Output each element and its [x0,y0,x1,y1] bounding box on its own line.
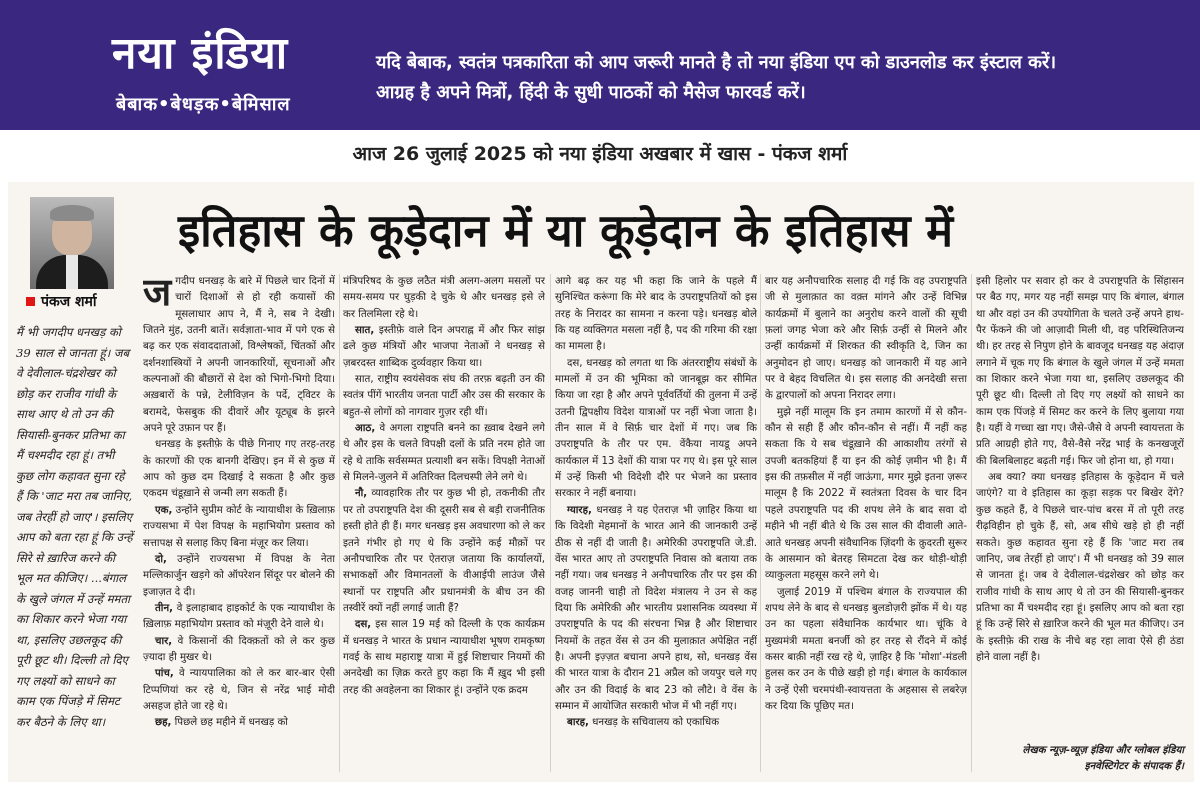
paragraph: जुलाई 2019 में पश्चिम बंगाल के राज्यपाल की शपथ लेने के बाद से धनखड़ बुलडोज़री झोंक में थे। यह उन का पहला संवैधानिक कार्यभार था। चूंकि वे मुख्यमंत्री ममता बनर्जी को हर तरह से रौंदने में कोई कसर बाक़ी नहीं रख रहे थे, ज़ाहिर है कि 'मोशा'-मंडली हुलस कर उन के पीछे खड़ी हो गई। बंगाल के कार्यकाल ने उन्हें ऐसी चरमपंथी-स्वायत्तता के अहसास से लबरेज़ कर दिया कि पूछिए मत। [765,586,967,712]
paragraph: तीन, वे इलाहाबाद हाइकोर्ट के एक न्यायाधीश के ख़िलाफ़ महाभियोग प्रस्ताव को मंज़ूरी देने वाले थे। [143,602,335,631]
author-photo [30,197,114,289]
app-promo-message: यदि बेबाक, स्वतंत्र पत्रकारिता को आप जरूरी मानते है तो नया इंडिया एप को डाउनलोड कर इंस्टाल करें। आग्रह है अपने मित्रों, हिंदी के सुधी पाठकों को मैसेज फारवर्ड करें। [376,52,1057,103]
edition-subhead: आज 26 जुलाई 2025 को नया इंडिया अखबार में खास - पंकज शर्मा [0,134,1200,182]
author-credit-footer: लेखक न्यूज़-व्यूज़ इंडिया और ग्लोबल इंडिया इनवेस्टिगेटर के संपादक हैं। [1022,744,1184,772]
paragraph: इसी हिलोर पर सवार हो कर वे उपराष्ट्रपति के सिंहासन पर बैठ गए, मगर यह नहीं समझ पाए कि बंगाल, बंगाल था और वहां उन की उपयोगिता के चलते उन्हें अपने हाथ-पैर फेंकने की जो आज़ादी मिली थी, वह परिस्थितिजन्य थी। हर तरह से निपुण होने के बावजूद धनखड़ यह अंदाज़ लगाने में चूक गए कि बंगाल के खुले जंगल में उन्हें ममता का शिकार करने भेजा गया था, इसलिए उछलकूद की पूरी छूट थी। दिल्ली तो दिए गए लक्ष्यों को साधने का काम एक पिंजड़े में सिमट कर करने के लिए बुलाया गया है। यहीं वे गच्चा खा गए। जैसे-जैसे वे अपनी स्वायत्तता के प्रति आग्रही होते गए, वैसे-वैसे नरेंद्र भाई के कनखजूरों की बिलबिलाहट बढ़ती गई। फिर जो होना था, हो गया। [976,276,1184,467]
drop-cap: ज [143,274,172,314]
paragraph: दस, धनखड़ को लगता था कि अंतरराष्ट्रीय संबंधों के मामलों में उन की भूमिका को जानबूझ कर सीमित किया जा रहा है और अपने पूर्ववर्तियों की तुलना में उन्हें उतनी द्विपक्षीय विदेश यात्राओं पर नहीं भेजा जाता है। तीन साल में वे सिर्फ़ चार देशों में गए। जब कि उपराष्ट्रपति के तौर पर एम. वेंकैया नायडू अपने कार्यकाल में 13 देशों की यात्रा पर गए थे। इस पूरे साल में उन्हें किसी भी विदेशी दौरे पर भेजने का प्रस्ताव सरकार ने नहीं बनाया। [555,357,757,500]
paragraph: आठ, वे अगला राष्ट्रपति बनने का ख़्वाब देखने लगे थे और इस के चलते विपक्षी दलों के प्रति नरम होते जा रहे थे ताकि सर्वसम्मत प्रत्याशी बन सकें। विपक्षी नेताओं से मिलने-जुलने में अतिरिक्त दिलचस्पी लेने लगे थे। [343,423,545,484]
paragraph: छह, पिछले छह महीने में धनखड़ को [155,717,288,729]
column-divider [971,274,972,772]
red-square-icon [26,297,35,306]
paragraph: ग्यारह, धनखड़ ने यह ऐतराज़ भी ज़ाहिर किया था कि विदेशी मेहमानों के भारत आने की जानकारी उन्हें ठीक से नहीं दी जाती है। अमेरिकी उपराष्ट्रपति जे.डी. वेंस भारत आए तो उपराष्ट्रपति निवास को बताया तक नहीं गया। जब धनखड़ ने अनौपचारिक तौर पर इस की वजह जाननी चाही तो विदेश मंत्रालय ने उन से कह दिया कि अमेरिकी और भारतीय प्रशासनिक व्यवस्था में उपराष्ट्रपति के पद की संरचना भिन्न है और शिष्टाचार नियमों के तहत वेंस से उन की मुलाक़ात अपेक्षित नहीं है। अपनी इज़्ज़त बचाना अपने हाथ, सो, धनखड़ वेंस की भारत यात्रा के दौरान 21 अप्रैल को जयपुर चले गए और उन की विदाई के बाद 23 को लौटे। वे वेंस के सम्मान में आयोजित सरकारी भोज में भी नहीं गए। [555,504,757,712]
paragraph: पांच, वे न्यायपालिका को ले कर बार-बार ऐसी टिप्पणियां कर रहे थे, जिन से नरेंद्र भाई मोदी असहज होते जा रहे थे। [143,668,335,712]
article-headline: इतिहास के कूड़ेदान में या कूड़ेदान के इतिहास में [178,204,954,257]
paragraph: सात, राष्ट्रीय स्वयंसेवक संघ की तरफ़ बढ़ती उन की स्वतंत्र पींगें भारतीय जनता पार्टी और उस की सरकार के बहुत-से लोगों को नागवार गुज़र रही थीं। [343,374,545,418]
paragraph: मंत्रिपरिषद के कुछ लठैत मंत्री अलग-अलग मसलों पर समय-समय पर घुड़की दे चुके थे और धनखड़ इसे ले कर तिलमिला रहे थे। [343,276,545,320]
paragraph: मुझे नहीं मालूम कि इन तमाम कारणों में से कौन-कौन से सही हैं और कौन-कौन से नहीं। मैं नहीं कह सकता कि ये सब चंडूख़ाने की आकाशीय तरंगों से उपजी बतकहियां हैं या इन की कोई ज़मीन भी है। मैं इस की तफ़सील में नहीं जाऊंगा, मगर मुझे इतना ज़रूर मालूम है कि 2022 में स्वतंत्रता दिवस के चार दिन पहले उपराष्ट्रपति पद की शपथ लेने के बाद सवा दो महीने भी नहीं बीते थे कि उस साल की दीवाली आते-आते धनखड़ अपनी संवैधानिक ज़िंदगी के क़ुदरती सुरूर के आसमान को बेतरह सिमटता देख कर थोड़ी-थोड़ी व्याकुलता महसूस करने लगे थे। [765,406,967,582]
paragraph: चार, वे किसानों की दिक्क़तों को ले कर कुछ ज़्यादा ही मुखर थे। [143,635,335,663]
article-column-3 [555,274,757,774]
author-name: पंकज शर्मा [41,294,97,310]
paragraph: बार यह अनौपचारिक सलाह दी गई कि वह उपराष्ट्रपति जी से मुलाक़ात का वक़्त मांगने और उन्हें विभिन्न कार्यक्रमों में बुलाने का अनुरोध करने वालों की सूची फ़लां जगह भेजा करे और सिर्फ़ उन्हीं से मिलने और उन्हीं कार्यक्रमों में शिरकत की स्वीकृति दे, जिन का अनुमोदन हो जाए। धनखड़ को जानकारी में यह आने पर वे बेहद विचलित थे। इस सलाह की अनदेखी सत्ता के द्वारपालों को अपना निरादर लगा। [765,276,967,402]
column-divider [760,274,761,772]
paragraph: बारह, धनखड़ के सचिवालय को एकाधिक [567,717,720,729]
top-banner [0,0,1200,130]
paragraph: आगे बढ़ कर यह भी कहा कि जाने के पहले मैं सुनिश्चित करूंगा कि मेरे बाद के उपराष्ट्रपतियों को इस तरह के निरादर का सामना न करना पड़े। धनखड़ बोले कि यह व्यक्तिगत मसला नहीं है, पद की गरिमा की रक्षा का मामला है। [555,276,757,353]
paragraph: दस, इस साल 19 मई को दिल्ली के एक कार्यक्रम में धनखड़ ने भारत के प्रधान न्यायाधीश भूषण रामकृष्ण गवई के साथ महाराष्ट्र यात्रा में हुई शिष्टाचार नियमों की अनदेखी का ज़िक्र करते हुए कहा कि मैं ख़ुद भी इसी तरह की अवहेलना का शिकार हूं। उन्होंने एक क्रदम [343,619,545,696]
brand-logo[interactable] [112,28,362,120]
paragraph: नौ, व्यावहारिक तौर पर कुछ भी हो, तकनीकी तौर पर तो उपराष्ट्रपति देश की दूसरी सब से बड़ी राजनीतिक हस्ती होते ही हैं। मगर धनखड़ इस अवधारणा को ले कर इतने गंभीर हो गए थे कि उन्होंने कई मौक़ों पर अनौपचारिक तौर पर ऐतराज़ जताया कि कार्यालयों, सभाकक्षों और विमानतलों के वीआईपी लाउंज जैसे स्थानों पर राष्ट्रपति और प्रधानमंत्री के बीच उन की तस्वीरें क्यों नहीं लगाई जाती हैं? [343,488,545,614]
article-column-2 [343,274,545,774]
pull-quote-sidebar: मैं भी जगदीप धनखड़ को 39 साल से जानता हूं। जब वे देवीलाल-चंद्रशेखर को छोड़ कर राजीव गांधी के साथ आए थे तो उन की सियासी-बुनकर प्रतिभा का मैं चश्मदीद रहा हूं। तभी कुछ लोग कहावत सुना रहे हैं कि 'जाट मरा तब जानिए, जब तेरहीं हो जाए'। इसलिए आप को बता रहा हूं कि उन्हें सिरे से ख़ारिज करने की भूल मत कीजिए। ...बंगाल के खुले जंगल में उन्हें ममता का शिकार करने भेजा गया था, इसलिए उछलकूद की पूरी छूट थी। दिल्ली तो दिए गए लक्ष्यों को साधने का काम एक पिंजड़े में सिमट कर बैठने के लिए था। [16,325,133,729]
article-column-4 [765,274,967,774]
paragraph: अब क्या? क्या धनखड़ इतिहास के कूड़ेदान में चले जाएंगे? या वे इतिहास का कूड़ा सड़क पर बिखेर देंगे? कुछ कहते हैं, वे पिछले चार-पांच बरस में तो पूरी तरह रीढ़विहीन हो चुके हैं, सो, अब सीधे खड़े हो ही नहीं सकते। कुछ कहावत सुना रहे हैं कि 'जाट मरा तब जानिए, जब तेरहीं हो जाए'। मैं भी धनखड़ को 39 साल से जानता हूं। जब वे देवीलाल-चंद्रशेखर को छोड़ कर राजीव गांधी के साथ आए थे तो उन की सियासी-बुनकर प्रतिभा का मैं चश्मदीद रहा हूं। इसलिए आप को बता रहा हूं कि उन्हें सिरे से ख़ारिज करने की भूल मत कीजिए। उन के इस्तीफ़े की राख के नीचे बह रहा लावा ऐसे ही ठंडा होने वाला नहीं है। [976,472,1184,663]
paragraph: धनखड़ के इस्तीफ़े के पीछे गिनाए गए तरह-तरह के कारणों की एक बानगी देखिए। इन में से कुछ में आप को कुछ दम दिखाई दे सकता है और कुछ एकदम चंडूख़ाने से जन्मी लग सकती हैं। [143,439,335,500]
logo-title: नया इंडिया [112,28,289,79]
author-byline [26,292,96,311]
paragraph: एक, उन्होंने सुप्रीम कोर्ट के न्यायाधीश के ख़िलाफ़ राज्यसभा में पेश विपक्ष के महाभियोग प्रस्ताव को सत्तापक्ष से सलाह किए बिना मंज़ूर कर लिया। [143,504,335,549]
column-divider [550,274,551,772]
article-column-1 [143,274,335,774]
logo-tagline: बेबाक•बेधड़क•बेमिसाल [116,94,291,115]
article-column-5 [976,274,1184,734]
article [8,182,1194,782]
paragraph: सात, इस्तीफ़े वाले दिन अपराह्न में और फिर सांझ ढले कुछ मंत्रियों और भाजपा नेताओं ने धनखड़ से ज़बरदस्त शाब्दिक दुर्व्यवहार किया था। [343,325,545,369]
paragraph: जगदीप धनखड़ के बारे में पिछले चार दिनों में चारों दिशाओं से हो रही कयासों की मूसलाधार आप ने, मैं ने, सब ने देखी। जितने मुंह, उतनी बातें। सर्वज्ञाता-भाव में पगे एक से बढ़ कर एक संवाददाताओं, विश्लेषकों, चिंतकों और दर्शनशास्त्रियों ने अपनी जानकारियों, सूचनाओं और कल्पनाओं की बौछारों से देश को भिगो-भिगो दिया। अख़बारों के पन्ने, टेलीविज़न के पर्दे, ट्विटर के बरामदे, फेसबुक की दीवारें और यूट्यूब के झरने अपने पूरे उफ़ान पर हैं। [143,274,335,435]
paragraph: दो, उन्होंने राज्यसभा में विपक्ष के नेता मल्लिकार्जुन खड़गे को ऑपरेशन सिंदूर पर बोलने की इजाज़त दे दी। [143,553,335,598]
column-divider [339,274,340,772]
